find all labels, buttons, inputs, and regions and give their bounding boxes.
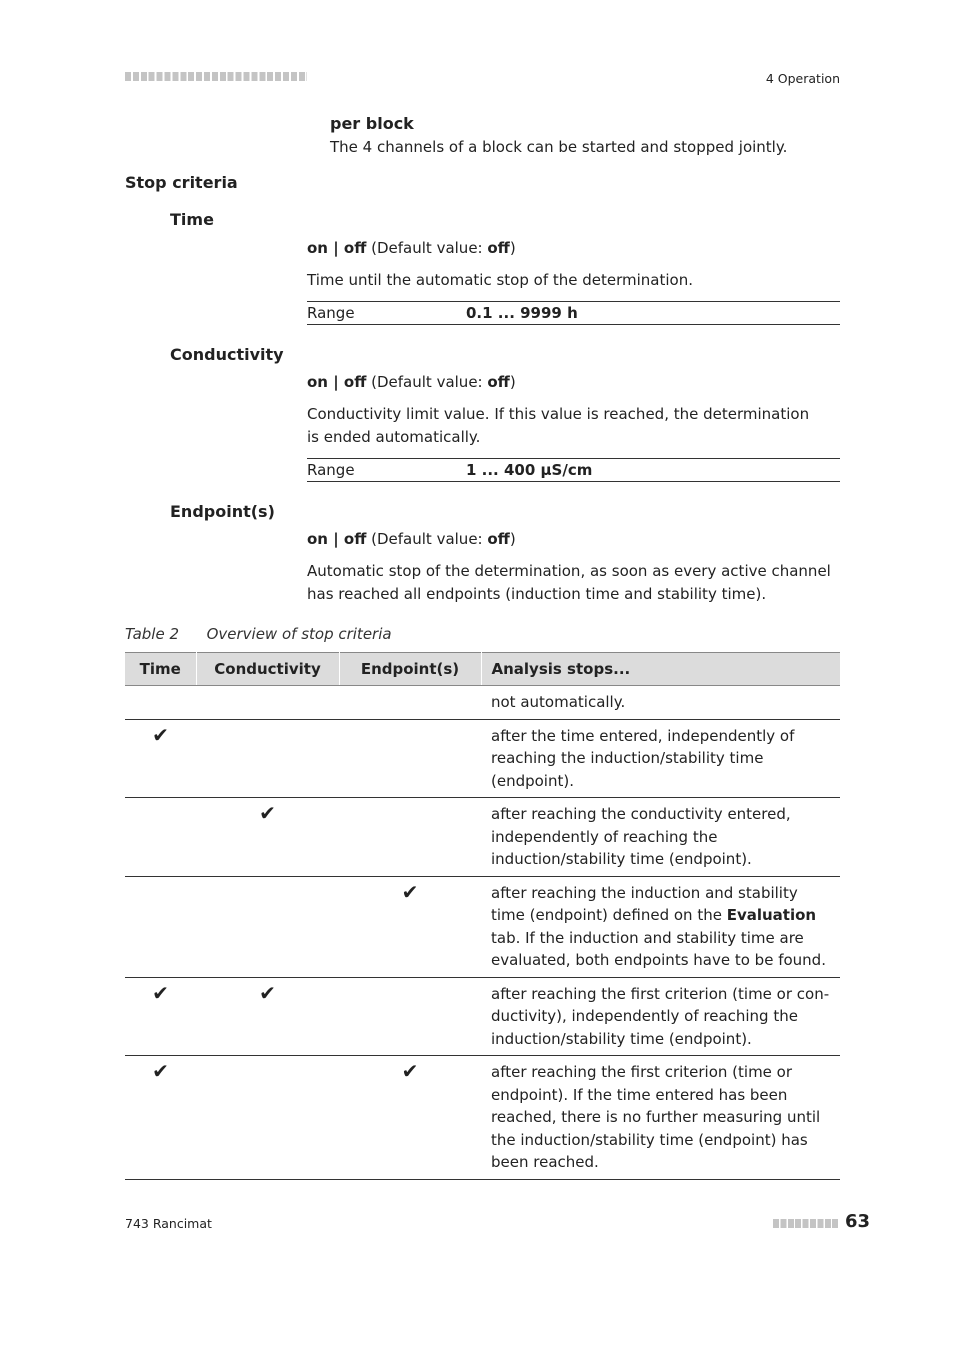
analysis-stops-cell	[481, 876, 840, 977]
footer-product-name: 743 Rancimat	[125, 1216, 212, 1231]
time-default-suffix: )	[509, 239, 516, 257]
time-check-cell	[125, 798, 196, 877]
conductivity-check-cell: ✔	[196, 798, 339, 877]
endpoints-title: Endpoint(s)	[170, 502, 275, 521]
header-decoration	[125, 72, 307, 81]
table-row	[125, 719, 840, 798]
conductivity-default-line	[307, 371, 516, 393]
conductivity-check-cell	[196, 876, 339, 977]
col-header-analysis-stops: Analysis stops...	[481, 653, 840, 686]
conductivity-description: Conductivity limit value. If this value is reached, the determination is ended automatically.	[307, 405, 810, 446]
evaluation-tab-reference: Evaluation	[726, 906, 817, 924]
conductivity-title: Conductivity	[170, 345, 284, 364]
time-title: Time	[170, 210, 214, 229]
endpoints-default-line	[307, 528, 516, 550]
conductivity-check-cell	[196, 719, 339, 798]
table-row	[125, 686, 840, 720]
per-block-text: The 4 channels of a block can be started and stopped jointly.	[330, 138, 788, 156]
time-default-value: off	[487, 239, 510, 257]
table-row	[125, 977, 840, 1056]
col-header-time: Time	[125, 653, 196, 686]
conductivity-on-off: on | off	[307, 373, 367, 391]
conductivity-default-value: off	[487, 373, 510, 391]
conductivity-default-suffix: )	[509, 373, 516, 391]
time-on-off: on | off	[307, 239, 367, 257]
analysis-text-after: tab. If the induction and stability time are evaluated, both endpoints have to be found.	[491, 928, 826, 969]
endpoints-description: Automatic stop of the determination, as soon as every active channel has reached all endpoints (induction time and stability time).	[307, 562, 831, 603]
page-number: 63	[845, 1211, 871, 1232]
stop-criteria-heading: Stop criteria	[125, 173, 238, 192]
endpoint-check-cell	[339, 719, 481, 798]
time-range-label: Range	[307, 304, 355, 322]
endpoints-default-prefix: (Default value:	[366, 530, 488, 548]
time-check-cell	[125, 686, 196, 720]
table-caption-title: Overview of stop criteria	[206, 625, 392, 643]
time-description: Time until the automatic stop of the determination.	[307, 271, 694, 289]
endpoint-check-cell	[339, 686, 481, 720]
analysis-text-before: after reaching the induction and stability time (endpoint) defined on the	[491, 883, 798, 924]
per-block-title: per block	[330, 114, 414, 133]
time-default-prefix: (Default value:	[366, 239, 488, 257]
analysis-stops-cell: after reaching the first criterion (time or endpoint). If the time entered has been reached, there is no further measuring until the induction/stability time (endpoint) has been reached.	[481, 1056, 840, 1180]
endpoints-on-off: on | off	[307, 530, 367, 548]
conductivity-range-row	[307, 458, 840, 482]
footer-decoration	[773, 1219, 839, 1228]
endpoint-check-cell	[339, 798, 481, 877]
col-header-endpoints: Endpoint(s)	[339, 653, 481, 686]
time-default-line	[307, 237, 516, 259]
conductivity-range-label: Range	[307, 461, 355, 479]
analysis-stops-cell: not automatically.	[481, 686, 840, 720]
header-section-title: 4 Operation	[765, 71, 840, 86]
conductivity-default-prefix: (Default value:	[366, 373, 488, 391]
col-header-conductivity: Conductivity	[196, 653, 339, 686]
conductivity-check-cell: ✔	[196, 977, 339, 1056]
time-check-cell: ✔	[125, 977, 196, 1056]
endpoint-check-cell: ✔	[339, 1056, 481, 1180]
table-caption	[125, 625, 392, 643]
endpoint-check-cell: ✔	[339, 876, 481, 977]
table-row	[125, 1056, 840, 1180]
analysis-stops-cell: after reaching the conductivity entered, independently of reaching the induction/stability time (endpoint).	[481, 798, 840, 877]
time-range-value: 0.1 ... 9999 h	[466, 304, 578, 322]
table-row	[125, 798, 840, 877]
table-header-row	[125, 653, 840, 686]
endpoints-default-value: off	[487, 530, 510, 548]
time-check-cell	[125, 876, 196, 977]
endpoints-default-suffix: )	[509, 530, 516, 548]
time-check-cell: ✔	[125, 1056, 196, 1180]
endpoint-check-cell	[339, 977, 481, 1056]
conductivity-check-cell	[196, 1056, 339, 1180]
table-row	[125, 876, 840, 977]
analysis-stops-cell: after reaching the first criterion (time or conductivity), independently of reaching the induction/stability time (endpoint).	[481, 977, 840, 1056]
conductivity-range-value: 1 ... 400 µS/cm	[466, 461, 593, 479]
time-check-cell: ✔	[125, 719, 196, 798]
time-range-row	[307, 301, 840, 325]
analysis-stops-cell: after the time entered, independently of reaching the induction/stability time (endpoint).	[481, 719, 840, 798]
table-caption-label: Table 2	[125, 625, 180, 643]
conductivity-check-cell	[196, 686, 339, 720]
stop-criteria-table	[125, 652, 840, 1180]
